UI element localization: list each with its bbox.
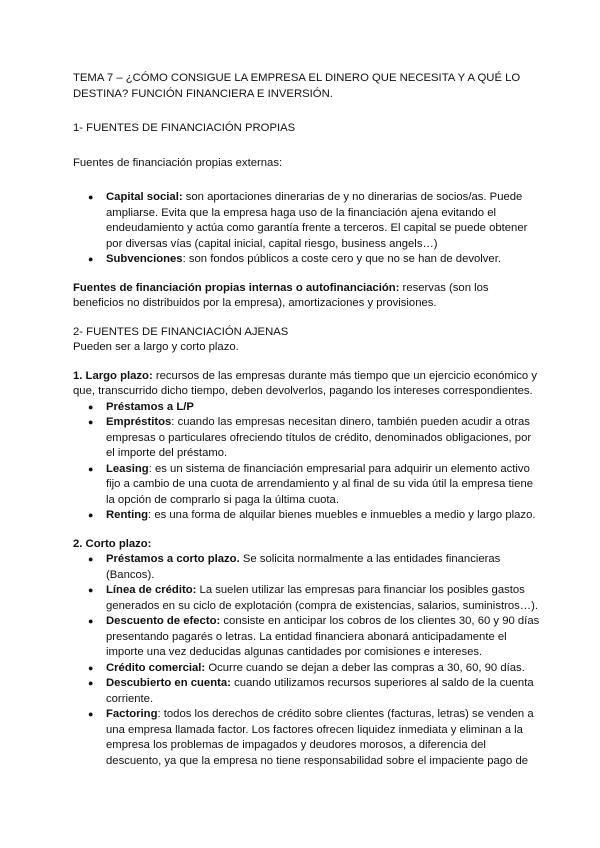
- externas-intro: Fuentes de financiación propias externas:: [73, 156, 283, 169]
- item-text: son aportaciones dinerarias de y no dinerarias de socios/as. Puede ampliarse. Evita que la empresa haga uso de la financiación ajena evitando el endeudamiento y actúa como garantía frente a terceros. El capital se puede obtener por diversas vías (capital inicial, capital riesgo, business angels…): [106, 191, 528, 250]
- item-term: Préstamos a corto plazo.: [106, 553, 240, 565]
- corto-term: 2. Corto plazo:: [73, 537, 152, 550]
- item-text: consiste en anticipar los cobros de los clientes 30, 60 y 90 días presentando pagarés o letras. La entidad financiera abonará anticipadamente el importe una vez deducidas algunas cantidades por comisiones e intereses.: [106, 615, 540, 658]
- list-item: [106, 400, 540, 416]
- item-text: Se solicita normalmente a las entidades financieras (Bancos).: [106, 553, 501, 581]
- item-term: Subvenciones: [106, 253, 183, 265]
- item-term: Crédito comercial:: [106, 661, 206, 674]
- corto-list: [73, 552, 540, 769]
- list-item: [106, 552, 540, 583]
- list-item: [106, 583, 540, 614]
- largo-plazo-paragraph: [73, 369, 540, 400]
- list-item: [106, 252, 540, 268]
- section1-heading: 1- FUENTES DE FINANCIACIÓN PROPIAS: [73, 122, 296, 134]
- list-item: [106, 707, 540, 769]
- item-text: Ocurre cuando se dejan a deber las compras a 30, 60, 90 días.: [205, 661, 525, 674]
- corto-plazo-heading: [73, 537, 540, 553]
- list-item: [106, 415, 540, 462]
- item-text: : cuando las empresas necesitan dinero, también pueden acudir a otras empresas o particulares ofreciendo títulos de crédito, denominados obligaciones, por el importe del préstamo.: [106, 416, 532, 459]
- list-item: [106, 190, 540, 252]
- externas-list: [73, 190, 540, 268]
- internas-text: reservas (son los beneficios no distribuidos por la empresa), amortizaciones y provisiones.: [73, 281, 489, 309]
- item-text: cuando utilizamos recursos superiores al saldo de la cuenta corriente.: [106, 677, 534, 705]
- item-text: : todos los derechos de crédito sobre clientes (facturas, letras) se venden a una empresa llamada factor. Los factores ofrecen liquidez inmediata y eliminan a la empresa los problemas de impagados y deudores morosos, a diferencia del descuento, ya que la empresa no tiene responsabilidad sobre el impaciente pago de: [106, 708, 534, 767]
- list-item: [106, 614, 540, 661]
- section2-heading: 2- FUENTES DE FINANCIACIÓN AJENAS: [73, 325, 289, 338]
- item-term: Renting: [106, 509, 149, 521]
- largo-text: recursos de las empresas durante más tiempo que un ejercicio económico y que, transcurrido dicho tiempo, deben devolverlos, pagando los intereses correspondientes.: [73, 369, 538, 397]
- list-item: [106, 661, 540, 677]
- item-term: Capital social:: [106, 191, 183, 203]
- item-term: Factoring: [106, 708, 158, 720]
- item-term: Descuento de efecto:: [106, 615, 221, 627]
- largo-term: 1. Largo plazo:: [73, 369, 153, 382]
- item-term: Préstamos a L/P: [106, 400, 194, 413]
- item-text: : son fondos públicos a coste cero y que no se han de devolver.: [182, 253, 501, 265]
- document-title: TEMA 7 – ¿CÓMO CONSIGUE LA EMPRESA EL DINERO QUE NECESITA Y A QUÉ LO DESTINA? FUNCIÓN FINANCIERA E INVERSIÓN.: [73, 72, 521, 100]
- item-text: La suelen utilizar las empresas para financiar los posibles gastos generados en su ciclo de explotación (compra de existencias, salarios, suministros…).: [106, 584, 538, 612]
- section2-subheading: Pueden ser a largo y corto plazo.: [73, 341, 239, 353]
- item-term: Empréstitos: [106, 416, 172, 428]
- list-item: [106, 508, 540, 524]
- internas-term: Fuentes de financiación propias internas o autofinanciación:: [73, 281, 400, 294]
- largo-list: [73, 400, 540, 524]
- list-item: [106, 462, 540, 509]
- item-term: Línea de crédito:: [106, 584, 197, 596]
- list-item: [106, 676, 540, 707]
- item-text: : es una forma de alquilar bienes muebles e inmuebles a medio y largo plazo.: [148, 509, 536, 521]
- item-term: Leasing: [106, 462, 149, 475]
- item-term: Descubierto en cuenta:: [106, 677, 231, 689]
- item-text: : es un sistema de financiación empresarial para adquirir un elemento activo fijo a cambio de una cuota de arrendamiento y al final de su vida útil la empresa tiene la opción de comprarlo si paga la última cuota.: [106, 462, 534, 506]
- internas-paragraph: [73, 281, 540, 312]
